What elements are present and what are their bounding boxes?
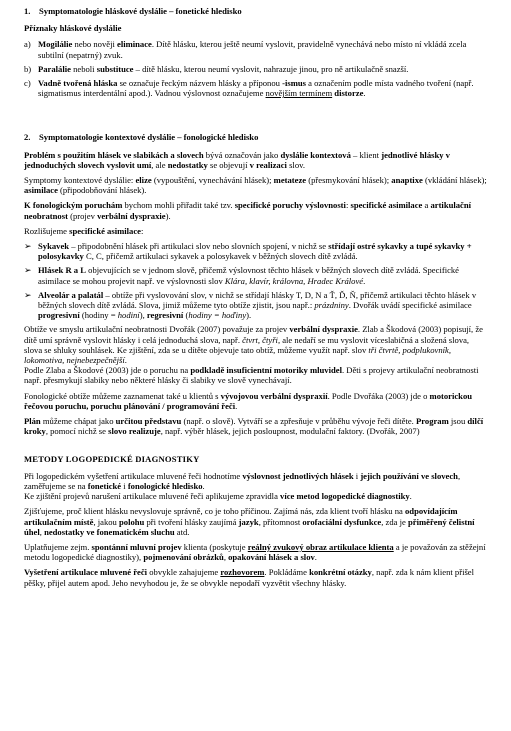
term: substituce xyxy=(96,63,134,74)
section-number: 2. xyxy=(24,132,31,143)
paragraph: Ke zjištění projevů narušení artikulace mluvené řeči aplikujeme zpravidla více metod logopedické diagnostiky. xyxy=(24,491,412,502)
list-item xyxy=(24,78,487,98)
term: Paralálie xyxy=(38,63,71,74)
bullet-item: ➢ Alveolár a palatál – obtíže při vyslovování slov, v nichž se střídají hlásky T, D, N a Ť, Ď, Ň, přičemž artikulaci těchto hlásek v běžných slovech dítě zvládá. Slova, jimiž můžeme tyto obtíže zjistit, jsou např.: prázdniny. Dvořák uvádí specifické asimilace progresivní (hodiny = hodiní), regresivní (hodiny = hoďiny). xyxy=(24,289,477,321)
arrow-bullet-icon: ➢ xyxy=(24,289,32,300)
paragraph: Problém s použitím hlásek ve slabikách a slovech bývá označován jako dyslálie kontextová – klient jednotlivé hlásky v jednoduchých slovech vyslovit umí, ale nedostatky se objevují v realizaci slov. xyxy=(24,149,450,170)
arrow-bullet-icon: ➢ xyxy=(24,265,32,276)
term: -ismus xyxy=(282,78,306,89)
term: Mogilálie xyxy=(38,39,73,50)
list-marker: b) xyxy=(24,63,32,74)
paragraph: Plán můžeme chápat jako určitou představu (např. o slově). Vytváří se a zpřesňuje v průběhu vývoje řeči dítěte. Program jsou dílčí kroky, pomocí nichž se slovo realizuje, např. výběr hlásek, jejich posloupnost, modulační faktory. (Dvořák, 2007) xyxy=(24,416,484,437)
list-marker: c) xyxy=(24,78,31,89)
underlined-text: novějším termínem xyxy=(265,88,333,99)
paragraph: Fonologické obtíže můžeme zaznamenat také u klientů s vývojovou verbální dyspraxií. Podle Dvořáka (2003) jde o motorickou řečovou poruchu, poruchu plánování / programování řeči. xyxy=(24,390,473,411)
arrow-bullet-icon: ➢ xyxy=(24,241,32,252)
paragraph: Vyšetření artikulace mluvené řeči obvykle zahajujeme rozhovorem. Pokládáme konkrétní otázky, např. zda k nám klient přišel pěšky, přijel autem apod. Jeho nevyhodou je, že se obvykle nepodaří vyzvětit všechny hlásky. xyxy=(24,567,474,588)
list-marker: a) xyxy=(24,39,31,50)
text: nebo nověji xyxy=(72,39,118,50)
term: eliminace xyxy=(117,39,152,50)
section-1-heading xyxy=(24,6,487,16)
section-title: Symptomatologie hláskové dyslálie – fonetické hledisko xyxy=(39,6,242,16)
list-text xyxy=(38,78,487,98)
paragraph: Uplatňujeme zejm. spontánní mluvní projev klienta (poskytuje reálný zvukový obraz artikulace klienta a je považován za stěžejní metodu logopedické diagnostiky), pojmenování obrázků, opakování hlásek a slov. xyxy=(24,541,486,563)
term: Vadně tvořená hláska xyxy=(38,78,118,89)
paragraph: Rozlišujeme specifické asimilace: xyxy=(24,225,144,236)
bullet-item: ➢ Hlásek R a L objevujících se v jednom slově, přičemž výslovnost těchto hlásek v běžných slovech dítě zvládá. Specifické asimilace se mohou projevit např. ve výslovnosti slov Klára, klavír, královna, Hradec Králové. xyxy=(24,265,460,286)
text: – dítě hlásku, kterou neumí vyslovit, nahrazuje jinou, pro ně artikulačně snazší. xyxy=(133,63,409,74)
section-number: 1. xyxy=(24,6,31,16)
section-title: Symptomatologie kontextové dyslálie – fonologické hledisko xyxy=(39,132,259,143)
text: . Dítě hlásku, kterou ještě neumí vyslovit, pravidelně vynechává nebo místo ní vkládá zcela subtilní (nepatrný) zvuk. xyxy=(38,39,467,60)
bullet-item: ➢ Sykavek – připodobnění hlásek při artikulaci slov nebo slovních spojení, v nichž se střídají ostré sykavky a tupé sykavky + polosykavky C, C, přičemž artikulaci sykavek a polosykavek v běžných slovech dítě zvládá. xyxy=(24,241,472,262)
paragraph: K fonologickým poruchám bychom mohli přiřadit také tzv. specifické poruchy výslovnosti: specifické asimilace a artikulační neobratnost (projev verbální dyspraxie). xyxy=(24,200,472,221)
paragraph: Symptomy kontextové dyslálie: elize (vypouštění, vynechávání hlásek); metateze (přesmykování hlásek); anaptixe (vkládání hlásek); asimilace (připodobňování hlásek). xyxy=(24,175,487,196)
text: a označením podle místa vadného tvoření (např. sigmatismus interdentální apod.). Vadnou výslovnost označujeme xyxy=(38,78,474,99)
list-text xyxy=(38,64,487,74)
section-2-heading xyxy=(24,132,487,142)
term: distorze xyxy=(332,88,364,99)
section-3-heading: METODY LOGOPEDICKÉ DIAGNOSTIKY xyxy=(24,453,200,464)
list-item xyxy=(24,39,487,59)
text: . xyxy=(363,88,366,99)
paragraph: Při logopedickém vyšetření artikulace mluvené řeči hodnotíme výslovnost jednotlivých hlásek i jejich používání ve slovech, zaměřujeme se na fonetické i fonologické hledisko. xyxy=(24,470,461,491)
subsection-title: Příznaky hláskové dyslálie xyxy=(24,23,122,34)
text: neboli xyxy=(70,63,97,74)
list-item xyxy=(24,64,487,74)
paragraph: Zjišťujeme, proč klient hlásku nevyslovuje správně, co je toho příčinou. Zajímá nás, zda klient tvoří hlásku na odpovídajícím artikulačním místě, jakou polohu při tvoření hlásky zaujímá jazyk, přítomnost orofaciální dysfunkce, zda je přiměřený čelistní úhel, nedostatky ve fonematickém sluchu atd. xyxy=(24,506,475,537)
paragraph: Podle Zlaba a Škodové (2003) jde o poruchu na podkladě insuficientní motoriky mluvidel. Děti s projevy artikulační neobratnosti např. přesmykují slabiky nebo některé hlásky či slabiky ve slově vynechávají. xyxy=(24,365,479,386)
text: se označuje řeckým názvem hlásky a příponou xyxy=(117,78,283,89)
paragraph: Obtíže ve smyslu artikulační neobratnosti Dvořák (2007) považuje za projev verbální dyspraxie. Zlab a Škodová (2003) popisují, že dítě umí správně vyslovit hlásky i celá jednoduchá slova, např. čtvrt, čtyři, ale nedaří se mu vyslovit víceslabičná a složená slova, slova se shluky souhlásek. Ke zjištění, zda se u dítěte objevuje tato obtíž, můžeme využít např. slov tři čtvrtě, podplukovník, lokomotiva, nejnebezpečnější. xyxy=(24,324,483,366)
list-text xyxy=(38,39,487,59)
